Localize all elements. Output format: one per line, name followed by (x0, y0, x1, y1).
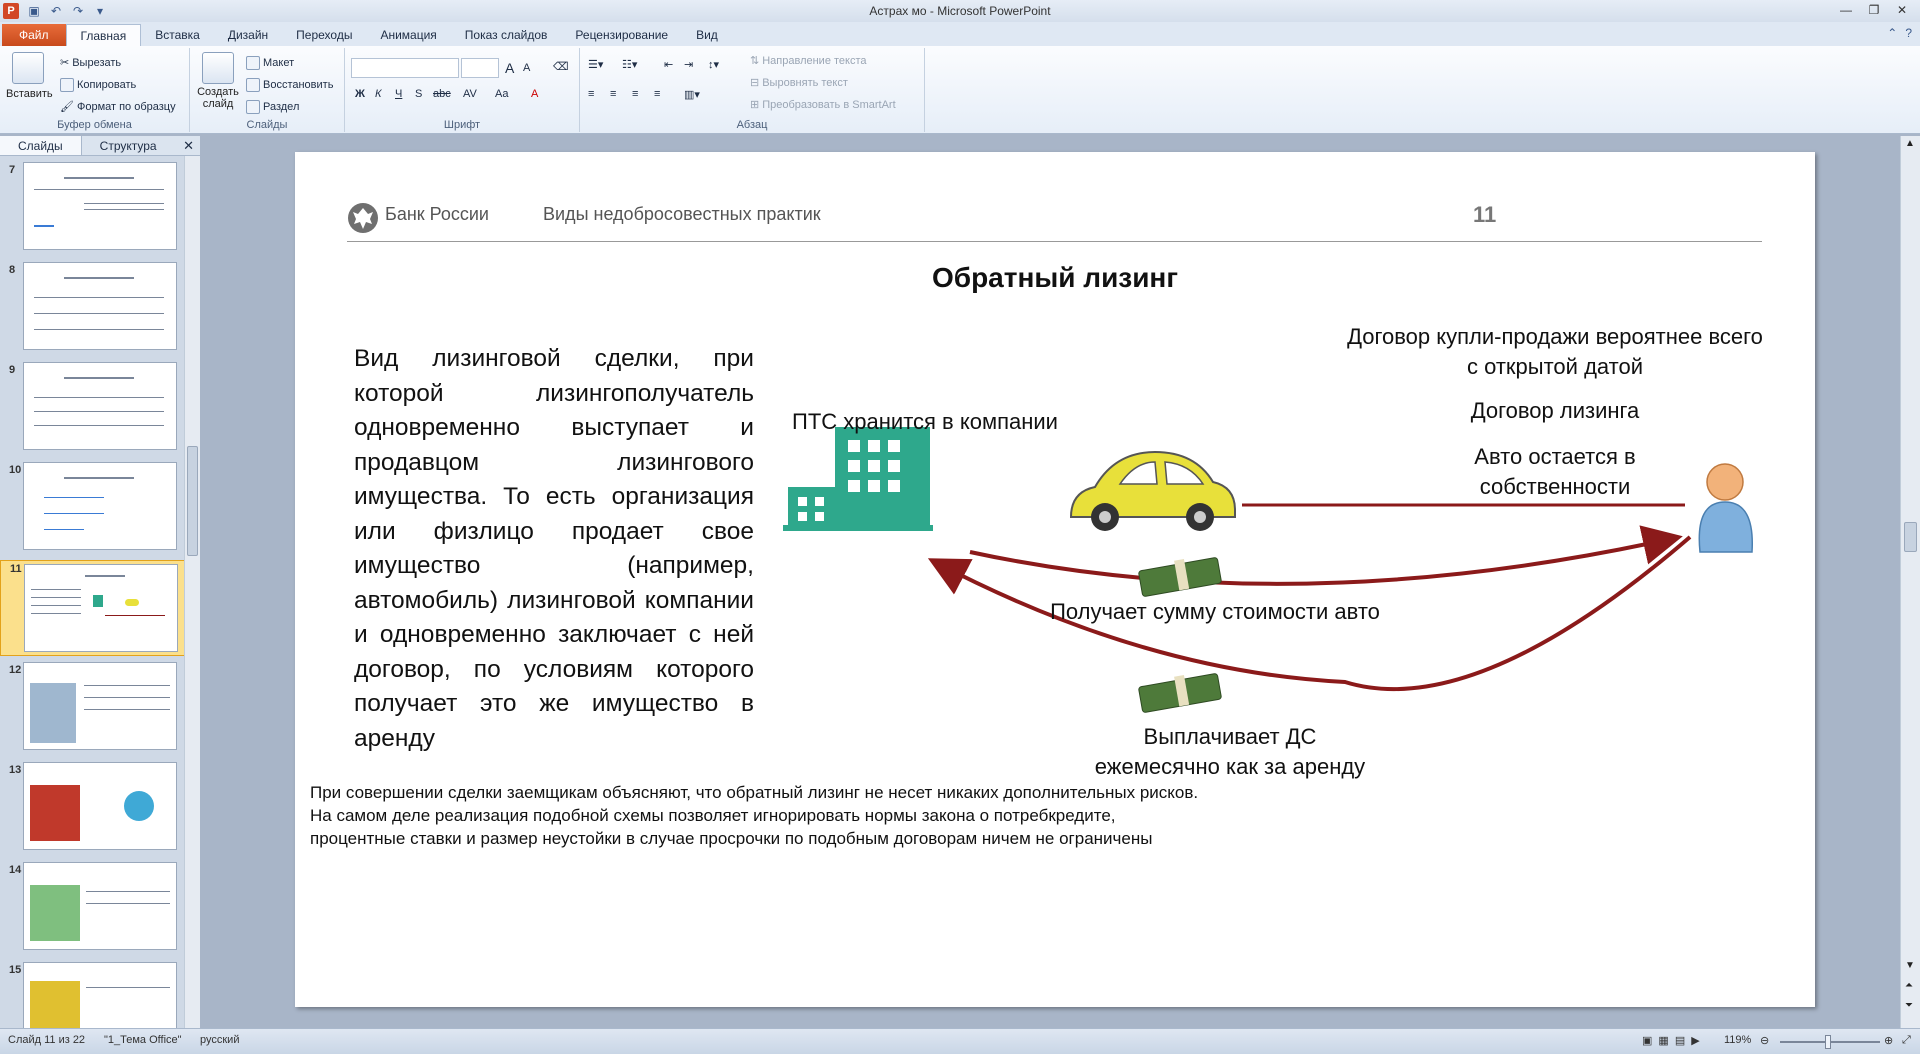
paragraph-group (580, 48, 925, 132)
brush-icon: 🖌 (60, 101, 74, 113)
smartart-label: Преобразовать в SmartArt (762, 98, 896, 111)
font-color-button[interactable]: A (531, 88, 539, 100)
strikethrough-button[interactable]: abc (433, 88, 451, 100)
prev-slide-icon[interactable]: ⏶ (1905, 980, 1913, 991)
slide-counter: Слайд 11 из 22 (8, 1034, 86, 1046)
thumbnail-list (0, 162, 184, 1028)
slides-panel (0, 136, 200, 1028)
panel-tab-outline[interactable]: Структура (99, 139, 157, 153)
car-icon (1071, 452, 1235, 531)
thumbnail-number: 12 (9, 664, 22, 676)
cut-label: Вырезать (72, 56, 122, 69)
definition-text: Вид лизинговой сделки, при которой лизингополучатель одновременно выступает и продавцом лизингового имущества. То есть организация или физлицо продает свое имущество (например, автомобиль) лизинговой компании и одновременно заключает с ней договор, по условиям которого получает это же имущество в аренду (354, 345, 754, 752)
note-line-2: На самом деле реализация подобной схемы позволяет игнорировать нормы закона о потребкредите, (310, 806, 1116, 825)
money-icon (1138, 673, 1221, 712)
thumbnail-number: 14 (9, 864, 22, 876)
layout-button[interactable] (246, 56, 294, 70)
thumbnail-number: 11 (10, 563, 22, 575)
theme-name: "1_Тема Office" (104, 1034, 182, 1046)
undo-icon[interactable]: ↶ (50, 4, 62, 18)
smartart-icon: ⊞ (750, 99, 760, 111)
format-painter-label: Формат по образцу (76, 100, 176, 113)
next-slide-icon[interactable]: ⏷ (1905, 1000, 1913, 1011)
maximize-button[interactable]: ❐ (1868, 3, 1880, 17)
font-group-label: Шрифт (443, 119, 481, 131)
tab-slideshow[interactable]: Показ слайдов (464, 28, 548, 42)
reset-label: Восстановить (263, 79, 334, 91)
thumbnail-number: 9 (9, 364, 16, 376)
pts-label: ПТС хранится в компании (792, 409, 1058, 434)
new-slide-button[interactable] (196, 52, 240, 110)
leasing-contract-label: Договор лизинга (1470, 398, 1640, 423)
reading-view-icon[interactable]: ▤ (1674, 1035, 1686, 1047)
layout-icon (246, 56, 260, 70)
editor-scroll-thumb[interactable] (1904, 522, 1917, 552)
help-icon[interactable]: ? (1905, 26, 1912, 40)
grow-font-button[interactable]: A (505, 60, 515, 76)
panel-tab-slides[interactable]: Слайды (0, 136, 82, 155)
zoom-slider-handle[interactable] (1825, 1035, 1831, 1049)
leasing-diagram (295, 152, 1815, 1007)
customize-qat-icon[interactable]: ▾ (96, 4, 104, 18)
ribbon-tabs (0, 22, 1920, 46)
scroll-up-icon[interactable]: ▲ (1905, 138, 1915, 149)
thumbnail-number: 7 (9, 164, 16, 176)
thumbnail-9[interactable] (0, 362, 184, 454)
tab-animation[interactable]: Анимация (380, 28, 437, 42)
section-button[interactable] (246, 100, 299, 114)
tab-view[interactable]: Вид (696, 28, 718, 42)
align-center-icon[interactable]: ≡ (610, 88, 617, 100)
scissors-icon: ✂ (60, 57, 70, 69)
thumbnail-11[interactable] (0, 560, 184, 656)
slides-group (190, 48, 345, 132)
tab-file[interactable]: Файл (2, 24, 66, 46)
slide-canvas[interactable] (295, 152, 1815, 1007)
tab-insert[interactable]: Вставка (155, 28, 200, 42)
thumbnail-number: 10 (9, 464, 22, 476)
scroll-down-icon[interactable]: ▼ (1905, 960, 1915, 971)
slide-editor (200, 136, 1900, 1028)
paste-icon (12, 52, 44, 84)
slides-group-label: Слайды (246, 119, 288, 131)
sale-contract-label: Договор купли-продажи вероятнее всего с открытой датой (1347, 324, 1763, 379)
tab-design[interactable]: Дизайн (227, 28, 269, 42)
person-icon (1699, 464, 1752, 552)
clear-format-icon[interactable]: ⌫ (553, 61, 569, 73)
format-painter-button[interactable] (60, 100, 176, 113)
align-text-icon: ⊟ (750, 77, 760, 89)
monthly-payment-label: Выплачивает ДС ежемесячно как за аренду (1094, 724, 1366, 779)
tab-review[interactable]: Рецензирование (575, 28, 669, 42)
align-left-icon[interactable]: ≡ (588, 88, 595, 100)
cut-button[interactable] (60, 56, 121, 69)
language-indicator[interactable]: русский (200, 1034, 240, 1046)
justify-icon[interactable]: ≡ (654, 88, 661, 100)
thumbnail-number: 8 (9, 264, 16, 276)
note-line-1: При совершении сделки заемщикам объясняют, что обратный лизинг не несет никаких дополнительных рисков. (310, 783, 1199, 802)
thumbnail-12[interactable] (0, 662, 184, 754)
section-label: Раздел (263, 101, 300, 113)
align-right-icon[interactable]: ≡ (632, 88, 639, 100)
font-group (345, 48, 580, 132)
fit-window-icon[interactable]: ⤢ (1902, 1034, 1911, 1046)
copy-label: Копировать (77, 79, 137, 91)
reset-icon (246, 78, 260, 92)
bullets-icon[interactable]: ☰▾ (588, 59, 604, 71)
close-panel-icon[interactable]: ✕ (183, 138, 194, 153)
bank-name: Банк России (385, 204, 489, 224)
thumbnail-10[interactable] (0, 462, 184, 554)
paste-label: Вставить (6, 88, 53, 100)
slide-sorter-icon[interactable]: ▦ (1658, 1035, 1669, 1047)
slide-number: 11 (1473, 202, 1497, 227)
auto-ownership-label: Авто остается в собственности (1474, 444, 1636, 499)
copy-icon (60, 78, 74, 92)
panel-scroll-thumb[interactable] (187, 446, 198, 556)
new-slide-label: Создать слайд (197, 86, 239, 110)
zoom-out-icon[interactable]: ⊖ (1760, 1035, 1770, 1047)
thumbnail-13[interactable] (0, 762, 184, 854)
title-bar (0, 0, 1920, 22)
building-icon (783, 427, 933, 531)
slideshow-icon[interactable]: ▶ (1691, 1035, 1700, 1047)
new-slide-icon (202, 52, 234, 84)
shadow-button[interactable]: S (415, 88, 423, 100)
layout-label: Макет (263, 57, 295, 69)
ribbon (0, 46, 1920, 134)
char-spacing-button[interactable]: AV (463, 88, 477, 100)
align-text-label: Выровнять текст (762, 76, 848, 89)
thumbnail-15[interactable] (0, 962, 184, 1028)
money-icon (1138, 557, 1221, 596)
thumbnail-8[interactable] (0, 262, 184, 354)
collapse-ribbon-icon[interactable]: ⌃ (1887, 26, 1898, 40)
header-subtitle: Виды недобросовестных практик (543, 204, 821, 224)
zoom-in-icon[interactable]: ⊕ (1884, 1035, 1894, 1047)
font-size-combo[interactable] (461, 58, 499, 78)
status-bar (0, 1028, 1920, 1054)
redo-icon[interactable]: ↷ (72, 4, 84, 18)
close-button[interactable]: ✕ (1896, 3, 1908, 17)
copy-button[interactable] (60, 78, 136, 92)
decrease-indent-icon[interactable]: ⇤ (664, 59, 674, 71)
tab-transitions[interactable]: Переходы (296, 28, 353, 42)
thumbnail-14[interactable] (0, 862, 184, 954)
thumbnail-number: 15 (9, 964, 22, 976)
receives-sum-label: Получает сумму стоимости авто (1050, 599, 1380, 624)
payment-arrow (970, 538, 1675, 584)
align-text-button[interactable] (750, 76, 848, 89)
reset-button[interactable] (246, 78, 333, 92)
clipboard-group-label: Буфер обмена (57, 119, 132, 131)
editor-scrollbar[interactable] (1900, 136, 1920, 1028)
note-line-3: процентные ставки и размер неустойки в случае просрочки по подобным договорам ничем не ограничены (310, 829, 1153, 848)
slide-title: Обратный лизинг (932, 262, 1178, 293)
paragraph-group-label: Абзац (736, 119, 768, 131)
shrink-font-button[interactable]: A (523, 62, 531, 74)
clipboard-group (0, 48, 190, 132)
increase-indent-icon[interactable]: ⇥ (684, 59, 694, 71)
tab-home[interactable]: Главная (66, 24, 142, 46)
powerpoint-app-icon[interactable]: P (3, 3, 19, 19)
text-direction-label: Направление текста (762, 54, 867, 67)
change-case-button[interactable]: Aa (495, 88, 509, 100)
minimize-button[interactable]: — (1840, 3, 1852, 17)
underline-button[interactable]: Ч (395, 88, 403, 100)
normal-view-icon[interactable]: ▣ (1642, 1035, 1653, 1047)
numbering-icon[interactable]: ☷▾ (622, 59, 638, 71)
window-title: Астрах мо - Microsoft PowerPoint (869, 4, 1051, 18)
line-spacing-icon[interactable]: ↕▾ (708, 59, 720, 71)
bold-button[interactable]: Ж (355, 88, 365, 100)
zoom-level[interactable]: 119% (1724, 1034, 1752, 1046)
thumbnail-7[interactable] (0, 162, 184, 254)
thumbnail-number: 13 (9, 764, 22, 776)
panel-scrollbar[interactable] (184, 156, 200, 1028)
section-icon (246, 100, 260, 114)
save-icon[interactable]: ▣ (28, 4, 40, 18)
columns-icon[interactable]: ▥▾ (684, 89, 700, 101)
font-family-combo[interactable] (351, 58, 459, 78)
paste-button[interactable] (6, 52, 53, 100)
text-direction-icon: ⇅ (750, 55, 760, 67)
italic-button[interactable]: К (375, 88, 382, 100)
text-direction-button[interactable] (750, 54, 867, 67)
smartart-button[interactable] (750, 98, 896, 111)
